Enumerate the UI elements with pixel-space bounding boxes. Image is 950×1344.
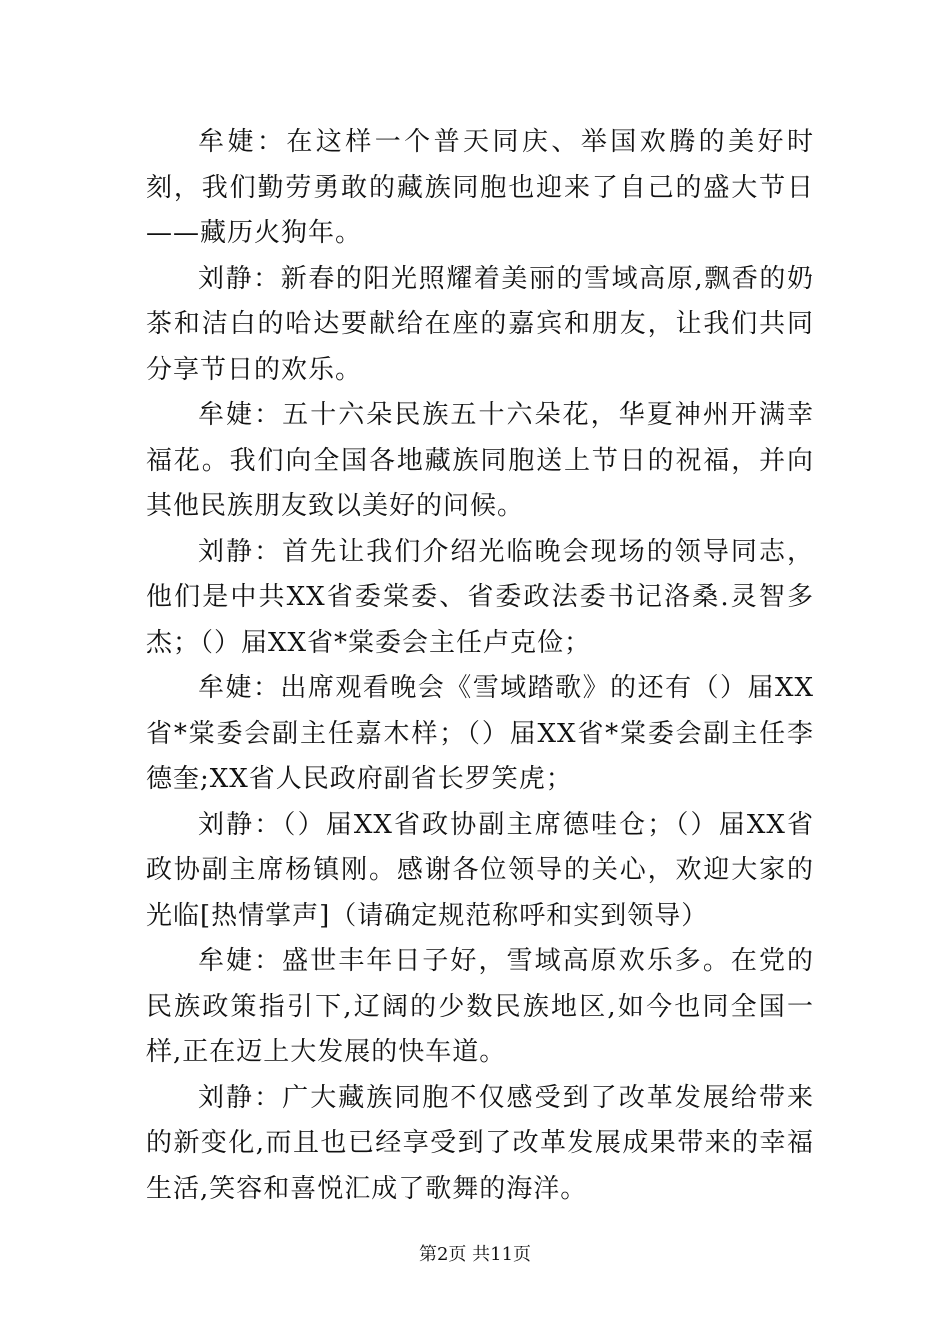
paragraph: 牟婕：盛世丰年日子好，雪域高原欢乐多。在党的民族政策指引下,辽阔的少数民族地区,如今也同全国一样,正在迈上大发展的快车道。 bbox=[146, 946, 814, 1067]
document-body bbox=[146, 120, 814, 1212]
paragraph: 刘静：（）届XX省政协副主席德哇仓；（）届XX省政协副主席杨镇刚。感谢各位领导的关心，欢迎大家的光临[热情掌声]（请确定规范称呼和实到领导） bbox=[146, 809, 814, 931]
paragraph: 牟婕：在这样一个普天同庆、举国欢腾的美好时刻，我们勤劳勇敢的藏族同胞也迎来了自己的盛大节日——藏历火狗年。 bbox=[146, 127, 814, 248]
paragraph: 牟婕：五十六朵民族五十六朵花，华夏神州开满幸福花。我们向全国各地藏族同胞送上节日的祝福，并向其他民族朋友致以美好的问候。 bbox=[146, 400, 814, 521]
paragraph: 刘静：首先让我们介绍光临晚会现场的领导同志，他们是中共XX省委棠委、省委政法委书记洛桑.灵智多杰；（）届XX省*棠委会主任卢克俭； bbox=[146, 536, 814, 658]
paragraph: 牟婕：出席观看晚会《雪域踏歌》的还有（）届XX省*棠委会副主任嘉木样；（）届XX省*棠委会副主任李德奎;XX省人民政府副省长罗笑虎； bbox=[146, 673, 814, 794]
page-footer: 第2页 共11页 bbox=[418, 1244, 532, 1265]
paragraph: 刘静：新春的阳光照耀着美丽的雪域高原,飘香的奶茶和洁白的哈达要献给在座的嘉宾和朋友，让我们共同分享节日的欢乐。 bbox=[146, 263, 814, 385]
paragraph: 刘静：广大藏族同胞不仅感受到了改革发展给带来的新变化,而且也已经享受到了改革发展成果带来的幸福生活,笑容和喜悦汇成了歌舞的海洋。 bbox=[146, 1082, 814, 1204]
